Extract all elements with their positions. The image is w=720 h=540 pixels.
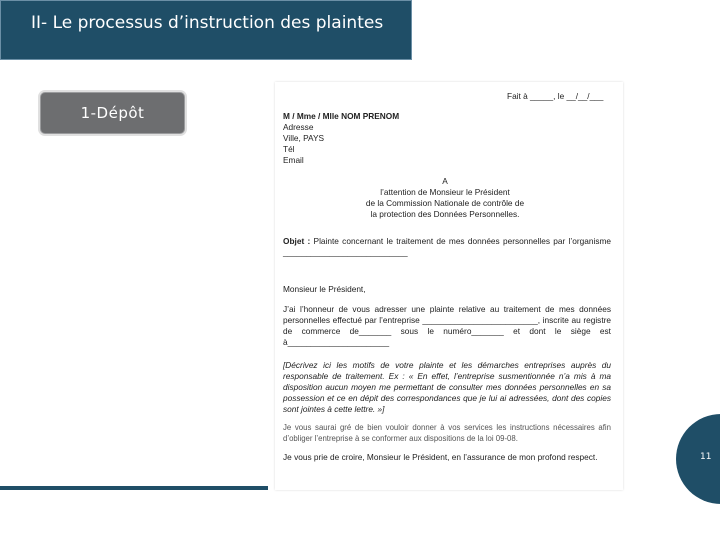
letter-subject	[283, 236, 611, 258]
recipient-line: la protection des Données Personnelles.	[370, 209, 520, 219]
slide-title-bar	[0, 0, 412, 60]
recipient-line: A	[442, 176, 448, 186]
sender-address: Adresse	[283, 122, 314, 132]
letter-sender-block	[283, 111, 399, 166]
accent-divider	[0, 486, 268, 490]
subject-label: Objet :	[283, 236, 311, 246]
page-number-badge	[676, 414, 720, 504]
sender-city: Ville, PAYS	[283, 133, 325, 143]
page-number: 11	[700, 452, 712, 462]
recipient-line: l’attention de Monsieur le Président	[380, 187, 510, 197]
letter-closing: Je vous prie de croire, Monsieur le Président, en l’assurance de mon profond respect.	[283, 452, 598, 462]
letter-salutation: Monsieur le Président,	[283, 284, 366, 294]
letter-paragraph: J’ai l’honneur de vous adresser une plainte relative au traitement de mes données personnelles effectué par l’entreprise _________________________, inscrite au registre de commerce de_______ sous le numéro_______ et dont le siège est à______________________	[283, 304, 611, 347]
sender-name: M / Mme / Mlle NOM PRENOM	[283, 111, 400, 121]
sender-email: Email	[283, 155, 304, 165]
recipient-line: de la Commission Nationale de contrôle de	[365, 198, 525, 208]
complaint-letter-template	[275, 82, 623, 490]
subject-text: Plainte concernant le traitement de mes données personnelles par l’organisme ___________________________	[283, 236, 611, 257]
letter-paragraph-instructions: [Décrivez ici les motifs de votre plainte et les démarches entreprises auprès du responsable de traitement. Ex : « En effet, l’entreprise susmentionnée n’a mis à ma disposition aucun moyen me permettant de consulter mes données personnelles en sa possession et ce en dépit des correspondances que je lui ai adressées, dont des copies sont jointes à cette lettre. »]	[283, 360, 611, 414]
step-depot-button[interactable]: 1-Dépôt	[40, 92, 185, 134]
letter-recipient-block	[355, 176, 535, 220]
letter-place-date: Fait à _____, le __/__/___	[507, 91, 604, 101]
letter-paragraph: Je vous saurai gré de bien vouloir donner à vos services les instructions nécessaires afin d’obliger l’entreprise à se conformer aux dispositions de la loi 09-08.	[283, 423, 611, 443]
slide-title: II- Le processus d’instruction des plaintes	[31, 13, 384, 33]
sender-tel: Tél	[283, 144, 295, 154]
